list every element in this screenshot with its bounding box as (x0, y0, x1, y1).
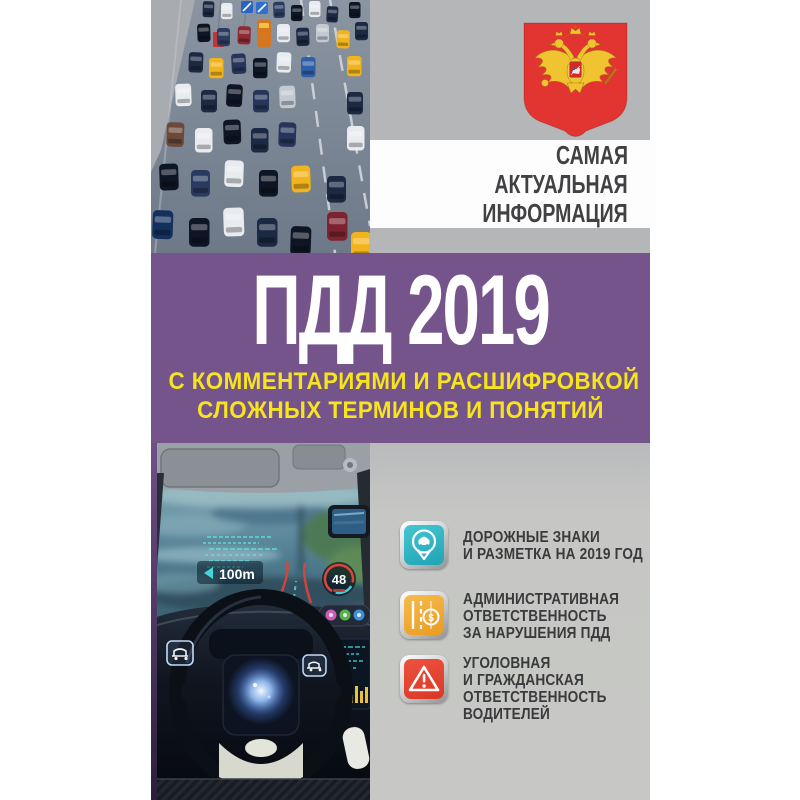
feature-line: УГОЛОВНАЯ (463, 655, 551, 672)
feature-line: И РАЗМЕТКА НА 2019 ГОД (463, 546, 643, 563)
feature-line: АДМИНИСТРАТИВНАЯ (463, 591, 620, 608)
hud-right-car-icon (303, 655, 326, 676)
title-band (151, 253, 650, 443)
features-panel (370, 443, 650, 800)
warning-triangle-icon (400, 655, 448, 703)
russia-coat-of-arms-icon (522, 21, 629, 142)
hud-distance-label: 100m (219, 566, 255, 582)
book-subtitle-line: С КОММЕНТАРИЯМИ И РАСШИФРОВКОЙ (168, 368, 640, 395)
penalty-money-road-icon (400, 591, 448, 639)
car-interior-hud-photo (151, 443, 370, 800)
book-subtitle-line: СЛОЖНЫХ ТЕРМИНОВ И ПОНЯТИЙ (197, 397, 604, 424)
book-subtitle (168, 367, 640, 425)
info-banner-line: САМАЯ (555, 139, 628, 170)
hud-left-car-icon (167, 641, 193, 665)
feature-road-signs (400, 521, 667, 569)
feature-line: И ГРАЖДАНСКАЯ (463, 672, 584, 689)
car-interior-illustration (151, 443, 370, 800)
info-banner-line: ИНФОРМАЦИЯ (482, 197, 628, 228)
feature-line: ЗА НАРУШЕНИЯ ПДД (463, 625, 611, 642)
feature-administrative-liability (400, 591, 640, 642)
feature-line: ВОДИТЕЛЕЙ (463, 706, 550, 723)
svg-text:$: $ (428, 613, 434, 624)
book-title: ПДД 2019 (252, 254, 549, 365)
feature-criminal-liability (400, 655, 626, 723)
info-banner (370, 140, 656, 228)
feature-line: ОТВЕТСТВЕННОСТЬ (463, 608, 607, 625)
info-banner-line: АКТУАЛЬНАЯ (494, 168, 628, 199)
road-sign-pin-icon (400, 521, 448, 569)
feature-line: ДОРОЖНЫЕ ЗНАКИ (463, 529, 600, 546)
traffic-jam-illustration (151, 0, 370, 253)
traffic-jam-photo (151, 0, 370, 253)
feature-line: ОТВЕТСТВЕННОСТЬ (463, 689, 607, 706)
hud-speed-value: 48 (331, 572, 347, 587)
